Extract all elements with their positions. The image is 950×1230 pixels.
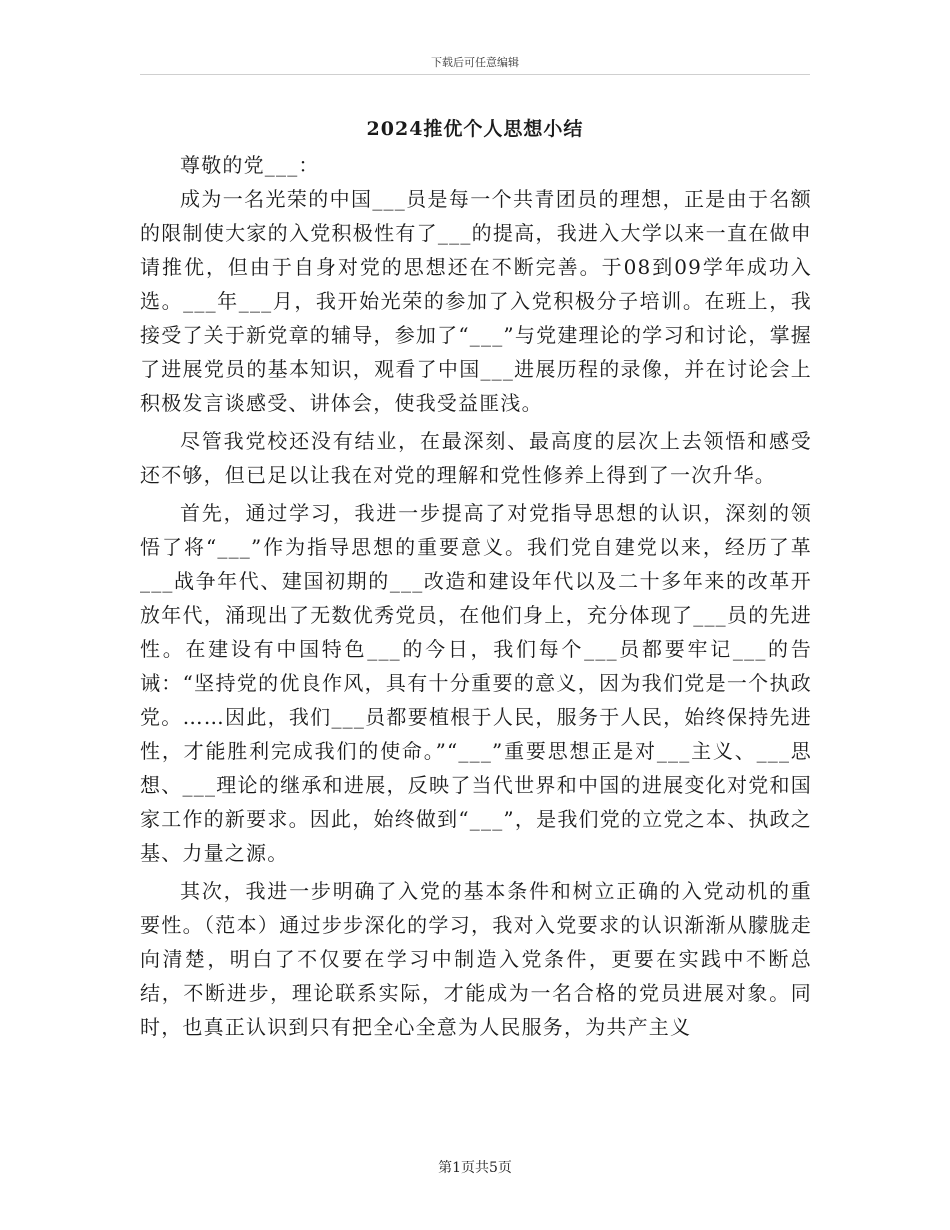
header-divider xyxy=(140,74,810,75)
salutation: 尊敬的党___： xyxy=(180,153,320,177)
paragraph-1: 成为一名光荣的中国___员是每一个共青团员的理想，正是由于名额的限制使大家的入党积极性有了___的提高，我进入大学以来一直在做申请推优，但由于自身对党的思想还在不断完善。于08到09学年成功入选。___年___月，我开始光荣的参加了入党积极分子培训。在班上，我接受了关于新党章的辅导，参加了“___”与党建理论的学习和讨论，掌握了进展党员的基本知识，观看了中国___进展历程的录像，并在讨论会上积极发言谈感受、讲体会，使我受益匪浅。 xyxy=(140,187,812,415)
document-title: 2024推优个人思想小结 xyxy=(366,118,584,140)
paragraph-3: 首先，通过学习，我进一步提高了对党指导思想的认识，深刻的领悟了将“___”作为指导思想的重要意义。我们党自建党以来，经历了革___战争年代、建国初期的___改造和建设年代以及二十多年来的改革开放年代，涌现出了无数优秀党员，在他们身上，充分体现了___员的先进性。在建设有中国特色___的今日，我们每个___员都要牢记___的告诫：“坚持党的优良作风，具有十分重要的意义，因为我们党是一个执政党。……因此，我们___员都要植根于人民，服务于人民，始终保持先进性，才能胜利完成我们的使命。”“___”重要思想正是对___主义、___思想、___理论的继承和进展，反映了当代世界和中国的进展变化对党和国家工作的新要求。因此，始终做到“___”，是我们党的立党之本、执政之基、力量之源。 xyxy=(140,501,812,865)
paragraph-4: 其次，我进一步明确了入党的基本条件和树立正确的入党动机的重要性。（范本）通过步步深化的学习，我对入党要求的认识渐渐从朦胧走向清楚，明白了不仅要在学习中制造入党条件，更要在实践中不断总结，不断进步，理论联系实际，才能成为一名合格的党员进展对象。同时，也真正认识到只有把全心全意为人民服务，为共产主义 xyxy=(140,879,812,1039)
page-number: 第1页共5页 xyxy=(438,1160,512,1176)
paragraph-2: 尽管我党校还没有结业，在最深刻、最高度的层次上去领悟和感受还不够，但已足以让我在对党的理解和党性修养上得到了一次升华。 xyxy=(140,429,812,487)
page-header-note: 下载后可任意编辑 xyxy=(431,56,519,69)
document-body xyxy=(140,148,812,1044)
